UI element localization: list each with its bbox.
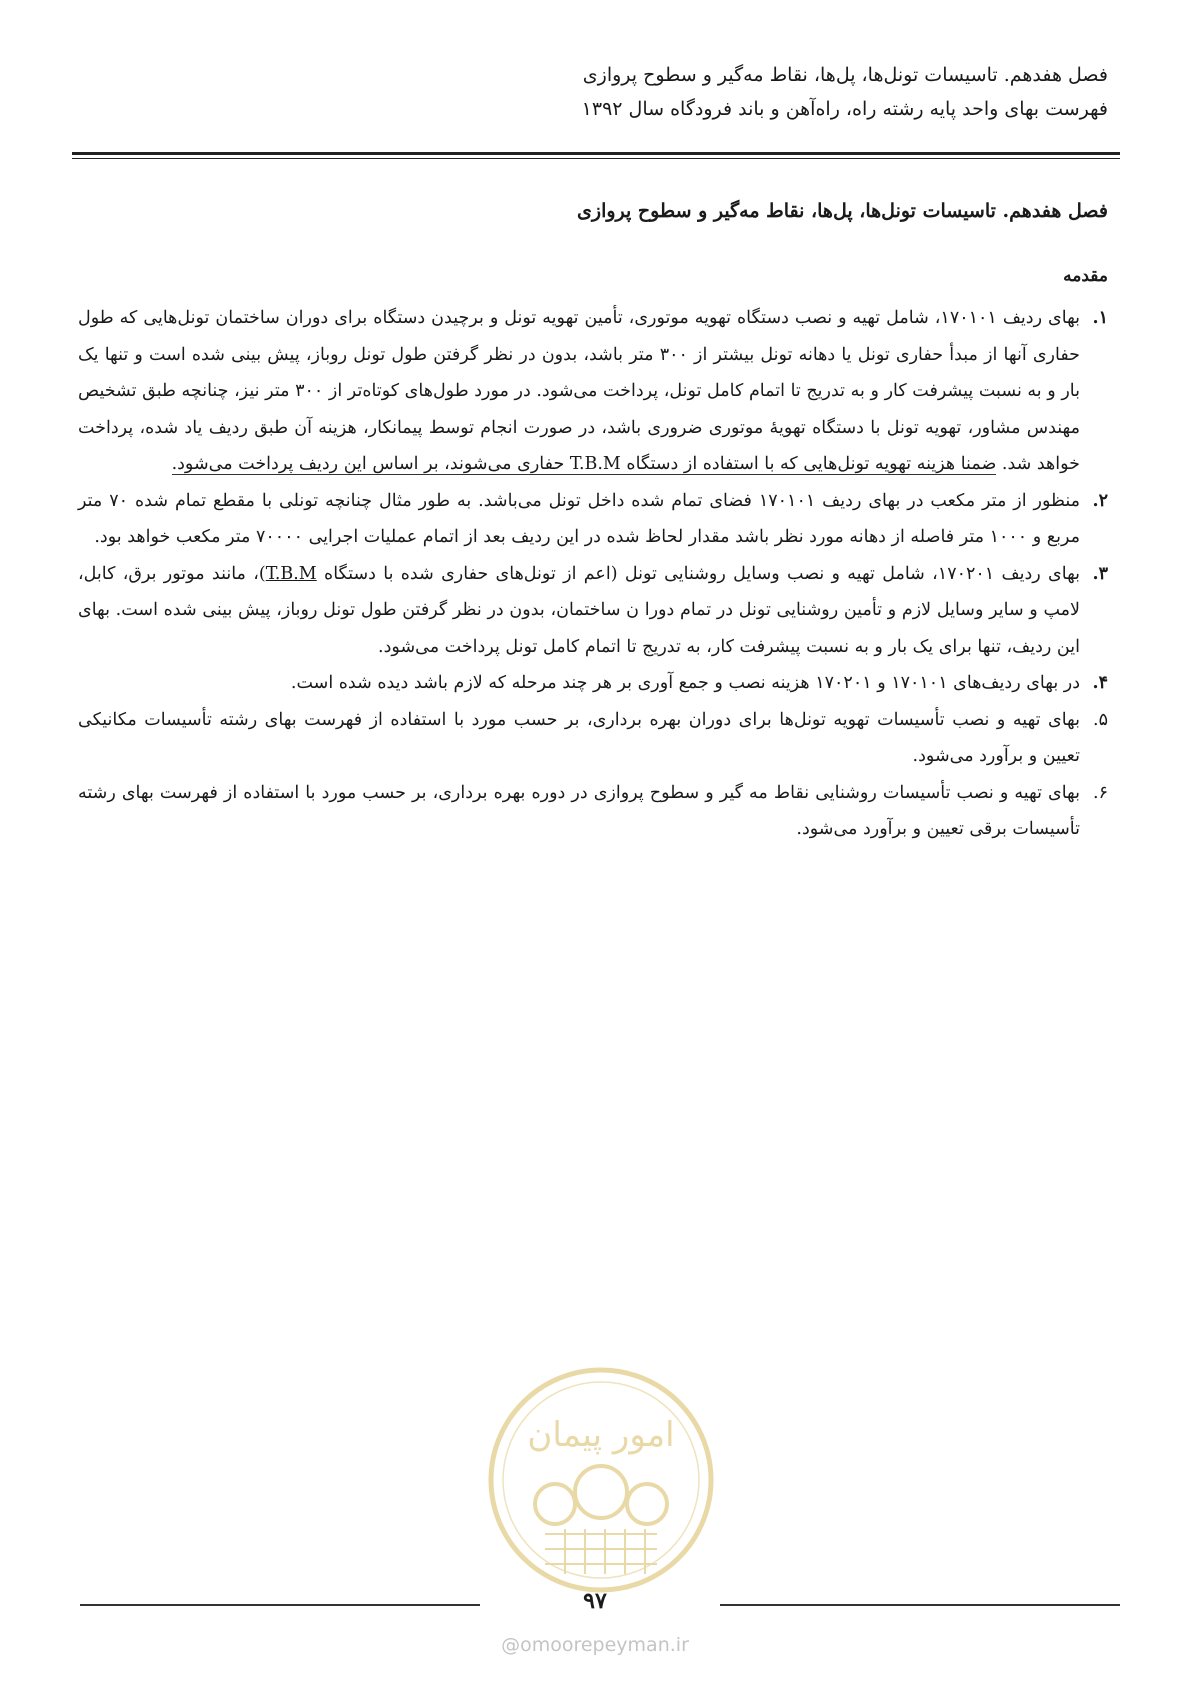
item-number: ۳. <box>1092 563 1108 584</box>
item-text-after: )، مانند موتور برق، کابل، لامپ و سایر وسایل لازم و تأمین روشنایی تونل در تمام دورا ن ساختمان، بدون در نظر گرفتن طول تونل روباز، پیش بینی شده است. بهای این ردیف، تنها برای یک بار و به نسبت پیشرفت کار، به تدریج تا اتمام کامل تونل پرداخت می‌شود. <box>78 563 1080 657</box>
grid-icon <box>545 1529 657 1574</box>
item-text: بهای ردیف ۱۷۰۱۰۱، شامل تهیه و نصب دستگاه تهویه موتوری، تأمین تهویه تونل و برچیدن دستگاه برای دوران ساختمان تونل‌هایی که طول حفاری آنها از مبدأ حفاری تونل یا دهانه تونل بیشتر از ۳۰۰ متر باشد، بدون در نظر گرفتن طول تونل روباز، پیش بینی شده است و تنها یک بار و به نسبت پیشرفت کار و به تدریج تا اتمام کامل تونل، پرداخت می‌شود. در مورد طول‌های کوتاه‌تر از ۳۰۰ متر نیز، چنانچه طبق تشخیص مهندس مشاور، تهویه تونل با دستگاه تهویهٔ موتوری ضروری باشد، در صورت انجام توسط پیمانکار، هزینه آن طبق ردیف یاد شده، پرداخت خواهد شد. <box>78 308 1081 474</box>
list-item-2 <box>78 483 1108 556</box>
header-chapter-line: فصل هفدهم. تاسیسات تونل‌ها، پل‌ها، نقاط مه‌گیر و سطوح پروازی <box>582 64 1108 86</box>
item-number: ۲. <box>1092 490 1108 511</box>
item-text: بهای تهیه و نصب تأسیسات تهویه تونل‌ها برای دوران بهره برداری، بر حسب مورد با استفاده از فهرست بهای رشته تأسیسات مکانیکی تعیین و برآورد می‌شود. <box>78 709 1080 766</box>
header-rule-thick <box>72 152 1120 155</box>
header-document-line: فهرست بهای واحد پایه رشته راه، راه‌آهن و باند فرودگاه سال ۱۳۹۲ <box>581 98 1108 120</box>
intro-heading: مقدمه <box>1063 266 1108 286</box>
list-item-3 <box>78 556 1108 666</box>
item-text: در بهای ردیف‌های ۱۷۰۱۰۱ و ۱۷۰۲۰۱ هزینه نصب و جمع آوری بر هر چند مرحله که لازم باشد دیده شده است. <box>290 673 1080 693</box>
item-number: ۶. <box>1093 782 1108 803</box>
watermark: @omoorepeyman.ir <box>501 1634 689 1656</box>
body-text <box>78 300 1108 848</box>
item-text: بهای تهیه و نصب تأسیسات روشنایی نقاط مه گیر و سطوح پروازی در دوره بهره برداری، بر حسب مورد با استفاده از فهرست بهای رشته تأسیسات برقی تعیین و برآورد می‌شود. <box>78 782 1080 839</box>
seal-text: امور پیمان <box>527 1415 675 1455</box>
list-item-6 <box>78 775 1108 848</box>
item-number: ۱. <box>1092 308 1108 328</box>
header-rule-thin <box>72 158 1120 159</box>
list-item-1 <box>78 300 1108 483</box>
page-number: ۹۷ <box>583 1588 607 1614</box>
item-text-underlined: ضمنا هزینه تهویه تونل‌هایی که با استفاده از دستگاه T.B.M حفاری می‌شوند، بر اساس این ردیف پرداخت می‌شود. <box>171 454 997 474</box>
item-text-before: بهای ردیف ۱۷۰۲۰۱، شامل تهیه و نصب وسایل روشنایی تونل (اعم از تونل‌های حفاری شده با دستگاه <box>316 563 1081 584</box>
list-item-5 <box>78 702 1108 775</box>
running-header <box>82 58 1108 126</box>
item-number: ۵. <box>1093 709 1108 730</box>
gear-icon <box>535 1466 667 1524</box>
tbm-term: T.B.M <box>265 563 317 584</box>
item-text: منظور از متر مکعب در بهای ردیف ۱۷۰۱۰۱ فضای تمام شده داخل تونل می‌باشد. به طور مثال چنانچه تونلی با مقطع تمام شده ۷۰ متر مربع و ۱۰۰۰ متر فاصله از دهانه مورد نظر باشد مقدار لحاظ شده در این ردیف بعد از اتمام عملیات اجرایی ۷۰۰۰۰ متر مکعب خواهد بود. <box>78 490 1081 547</box>
list-item-4 <box>78 665 1108 702</box>
item-number: ۴. <box>1092 673 1108 693</box>
chapter-title: فصل هفدهم. تاسیسات تونل‌ها، پل‌ها، نقاط مه‌گیر و سطوح پروازی <box>577 200 1108 222</box>
seal-logo <box>485 1364 717 1596</box>
